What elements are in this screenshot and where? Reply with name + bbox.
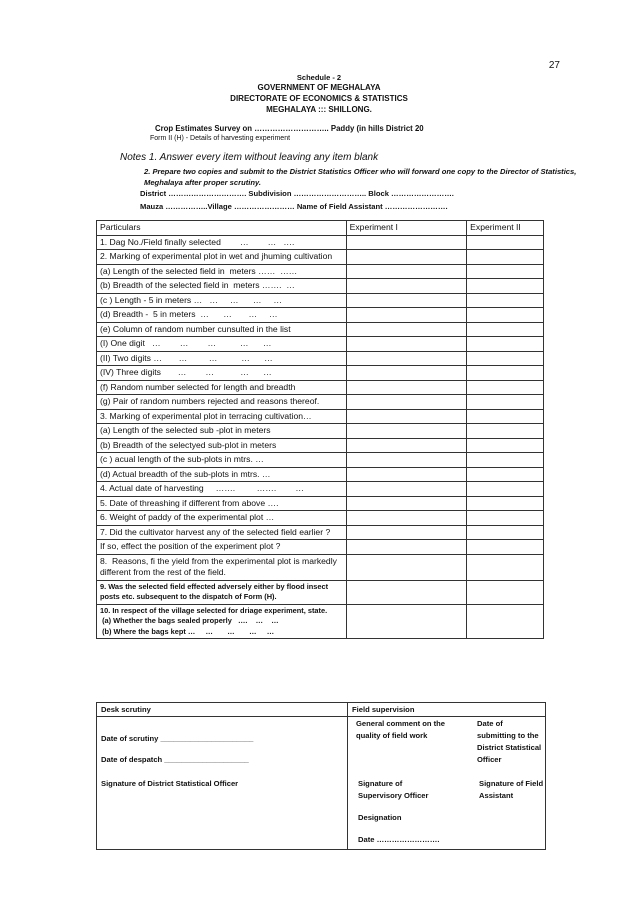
experiment-1-cell[interactable] [346, 482, 467, 497]
table-row [97, 409, 544, 424]
table-row [97, 525, 544, 540]
particular-cell: (c ) Length - 5 in meters … … … … … [97, 293, 347, 308]
particular-cell: 2. Marking of experimental plot in wet and jhuming cultivation [97, 250, 347, 265]
location-title: MEGHALAYA ::: SHILLONG. [266, 105, 372, 114]
particular-cell: 7. Did the cultivator harvest any of the selected field earlier ? [97, 525, 347, 540]
table-header-row [97, 221, 544, 236]
note-2: 2. Prepare two copies and submit to the District Statistics Officer who will forward one copy to the Director of Statistics, Meghalaya after proper scrutiny. [144, 167, 577, 187]
experiment-1-cell[interactable] [346, 264, 467, 279]
header-experiment-2: Experiment II [467, 221, 544, 236]
particular-cell: (f) Random number selected for length and breadth [97, 380, 347, 395]
table-row [97, 438, 544, 453]
supervisory-signature-label: Signature of Supervisory Officer [358, 779, 429, 800]
date-of-scrutiny-field[interactable]: Date of scrutiny ______________________ [101, 734, 254, 743]
experiment-2-cell[interactable] [467, 453, 544, 468]
header-experiment-1: Experiment I [346, 221, 467, 236]
experiment-1-cell[interactable] [346, 351, 467, 366]
experiment-2-cell[interactable] [467, 380, 544, 395]
experiment-1-cell[interactable] [346, 293, 467, 308]
experiment-1-cell[interactable] [346, 540, 467, 555]
experiment-2-cell[interactable] [467, 496, 544, 511]
particular-cell: (c ) acual length of the sub-plots in mtrs. … [97, 453, 347, 468]
table-row [97, 351, 544, 366]
experiment-1-cell[interactable] [346, 380, 467, 395]
experiment-1-cell[interactable] [346, 496, 467, 511]
experiment-1-cell[interactable] [346, 554, 467, 580]
experiment-2-cell[interactable] [467, 438, 544, 453]
particular-cell: (II) Two digits … … … … … [97, 351, 347, 366]
table-row [97, 482, 544, 497]
experiment-2-cell[interactable] [467, 250, 544, 265]
district-line: District …………………………. Subdivision ……………………….. Block ……………………. [140, 189, 454, 198]
table-row [97, 604, 544, 639]
table-row [97, 264, 544, 279]
table-row [97, 395, 544, 410]
experiment-1-cell[interactable] [346, 337, 467, 352]
particular-cell: 10. In respect of the village selected for driage experiment, state. (a) Whether the bags sealed properly …. … … (b) Where the bags kept … … … … … [97, 604, 347, 639]
experiment-1-cell[interactable] [346, 279, 467, 294]
particular-cell: 9. Was the selected field effected adversely either by flood insect posts etc. subsequent to the dispatch of Form (H). [97, 580, 347, 604]
table-row [97, 424, 544, 439]
particular-cell: (a) Length of the selected sub -plot in meters [97, 424, 347, 439]
particular-cell: (d) Breadth - 5 in meters … … … … [97, 308, 347, 323]
experiment-1-cell[interactable] [346, 467, 467, 482]
field-supervision-heading: Field supervision [352, 705, 415, 714]
table-row [97, 580, 544, 604]
experiment-2-cell[interactable] [467, 395, 544, 410]
form-subtitle: Form II (H) - Details of harvesting experiment [150, 135, 291, 142]
experiment-1-cell[interactable] [346, 250, 467, 265]
dso-signature-label: Signature of District Statistical Officer [101, 779, 239, 788]
table-row [97, 235, 544, 250]
table-row [97, 322, 544, 337]
particular-cell: 4. Actual date of harvesting ……. ……. … [97, 482, 347, 497]
experiment-2-cell[interactable] [467, 366, 544, 381]
experiment-1-cell[interactable] [346, 525, 467, 540]
particular-cell: If so, effect the position of the experiment plot ? [97, 540, 347, 555]
table-row [97, 250, 544, 265]
particular-cell: 3. Marking of experimental plot in terracing cultivation… [97, 409, 347, 424]
table-row [97, 453, 544, 468]
experiment-table [96, 220, 544, 639]
table-row [97, 511, 544, 526]
experiment-1-cell[interactable] [346, 366, 467, 381]
experiment-2-cell[interactable] [467, 235, 544, 250]
experiment-1-cell[interactable] [346, 424, 467, 439]
particular-cell: (g) Pair of random numbers rejected and reasons thereof. [97, 395, 347, 410]
experiment-2-cell[interactable] [467, 279, 544, 294]
survey-title: Crop Estimates Survey on ……………………….. Paddy (in hills District 20 [155, 124, 424, 133]
experiment-1-cell[interactable] [346, 235, 467, 250]
experiment-2-cell[interactable] [467, 264, 544, 279]
date-of-despatch-field[interactable]: Date of despatch ____________________ [101, 755, 249, 764]
particular-cell: 6. Weight of paddy of the experimental plot … [97, 511, 347, 526]
field-assistant-signature-label: Signature of Field Assistant [479, 779, 544, 800]
particular-cell: (IV) Three digits … … … … [97, 366, 347, 381]
experiment-1-cell[interactable] [346, 453, 467, 468]
experiment-2-cell[interactable] [467, 424, 544, 439]
particular-cell: (d) Actual breadth of the sub-plots in mtrs. … [97, 467, 347, 482]
experiment-2-cell[interactable] [467, 525, 544, 540]
particular-cell: (b) Breadth of the selected field in meters ……. … [97, 279, 347, 294]
designation-label: Designation [358, 813, 402, 822]
particular-cell: (e) Column of random number cunsulted in the list [97, 322, 347, 337]
table-row [97, 337, 544, 352]
experiment-2-cell[interactable] [467, 580, 544, 604]
particular-cell: 8. Reasons, fi the yield from the experimental plot is markedly different from the rest of the field. [97, 554, 347, 580]
particular-cell: 1. Dag No./Field finally selected … … …. [97, 235, 347, 250]
mauza-line: Mauza ……………..Village …………………… Name of Field Assistant ……………………. [140, 202, 448, 211]
experiment-2-cell[interactable] [467, 604, 544, 639]
table-row [97, 293, 544, 308]
scrutiny-box [96, 702, 546, 850]
experiment-1-cell[interactable] [346, 511, 467, 526]
government-title: GOVERNMENT OF MEGHALAYA [257, 83, 381, 92]
table-row [97, 308, 544, 323]
experiment-2-cell[interactable] [467, 351, 544, 366]
table-row [97, 380, 544, 395]
experiment-2-cell[interactable] [467, 337, 544, 352]
schedule-label: Schedule - 2 [296, 73, 342, 82]
experiment-1-cell[interactable] [346, 409, 467, 424]
page-number: 27 [548, 60, 560, 71]
experiment-1-cell[interactable] [346, 308, 467, 323]
experiment-1-cell[interactable] [346, 322, 467, 337]
general-comment-label: General comment on the quality of field work [356, 719, 446, 740]
experiment-1-cell[interactable] [346, 604, 467, 639]
table-row [97, 554, 544, 580]
table-row [97, 540, 544, 555]
experiment-2-cell[interactable] [467, 467, 544, 482]
table-row [97, 467, 544, 482]
experiment-2-cell[interactable] [467, 409, 544, 424]
particular-cell: 5. Date of threashing if different from above …. [97, 496, 347, 511]
experiment-2-cell[interactable] [467, 540, 544, 555]
directorate-title: DIRECTORATE OF ECONOMICS & STATISTICS [230, 94, 408, 103]
desk-scrutiny-heading: Desk scrutiny [101, 705, 151, 714]
date-submitting-label: Date of submitting to the District Statistical Officer [477, 719, 542, 764]
experiment-2-cell[interactable] [467, 293, 544, 308]
experiment-1-cell[interactable] [346, 438, 467, 453]
table-row [97, 496, 544, 511]
header-particulars: Particulars [97, 221, 347, 236]
table-row [97, 279, 544, 294]
experiment-2-cell[interactable] [467, 308, 544, 323]
scrutiny-divider [97, 716, 545, 717]
particular-cell: (a) Length of the selected field in meters …… …… [97, 264, 347, 279]
date-field[interactable]: Date ……………………. [358, 835, 440, 844]
experiment-1-cell[interactable] [346, 580, 467, 604]
particular-cell: (I) One digit … … … … … [97, 337, 347, 352]
table-row [97, 366, 544, 381]
experiment-1-cell[interactable] [346, 395, 467, 410]
experiment-2-cell[interactable] [467, 482, 544, 497]
experiment-2-cell[interactable] [467, 322, 544, 337]
experiment-2-cell[interactable] [467, 554, 544, 580]
experiment-2-cell[interactable] [467, 511, 544, 526]
desk-scrutiny-column [97, 703, 348, 849]
note-1: Notes 1. Answer every item without leaving any item blank [120, 152, 379, 163]
particular-cell: (b) Breadth of the selectyed sub-plot in meters [97, 438, 347, 453]
